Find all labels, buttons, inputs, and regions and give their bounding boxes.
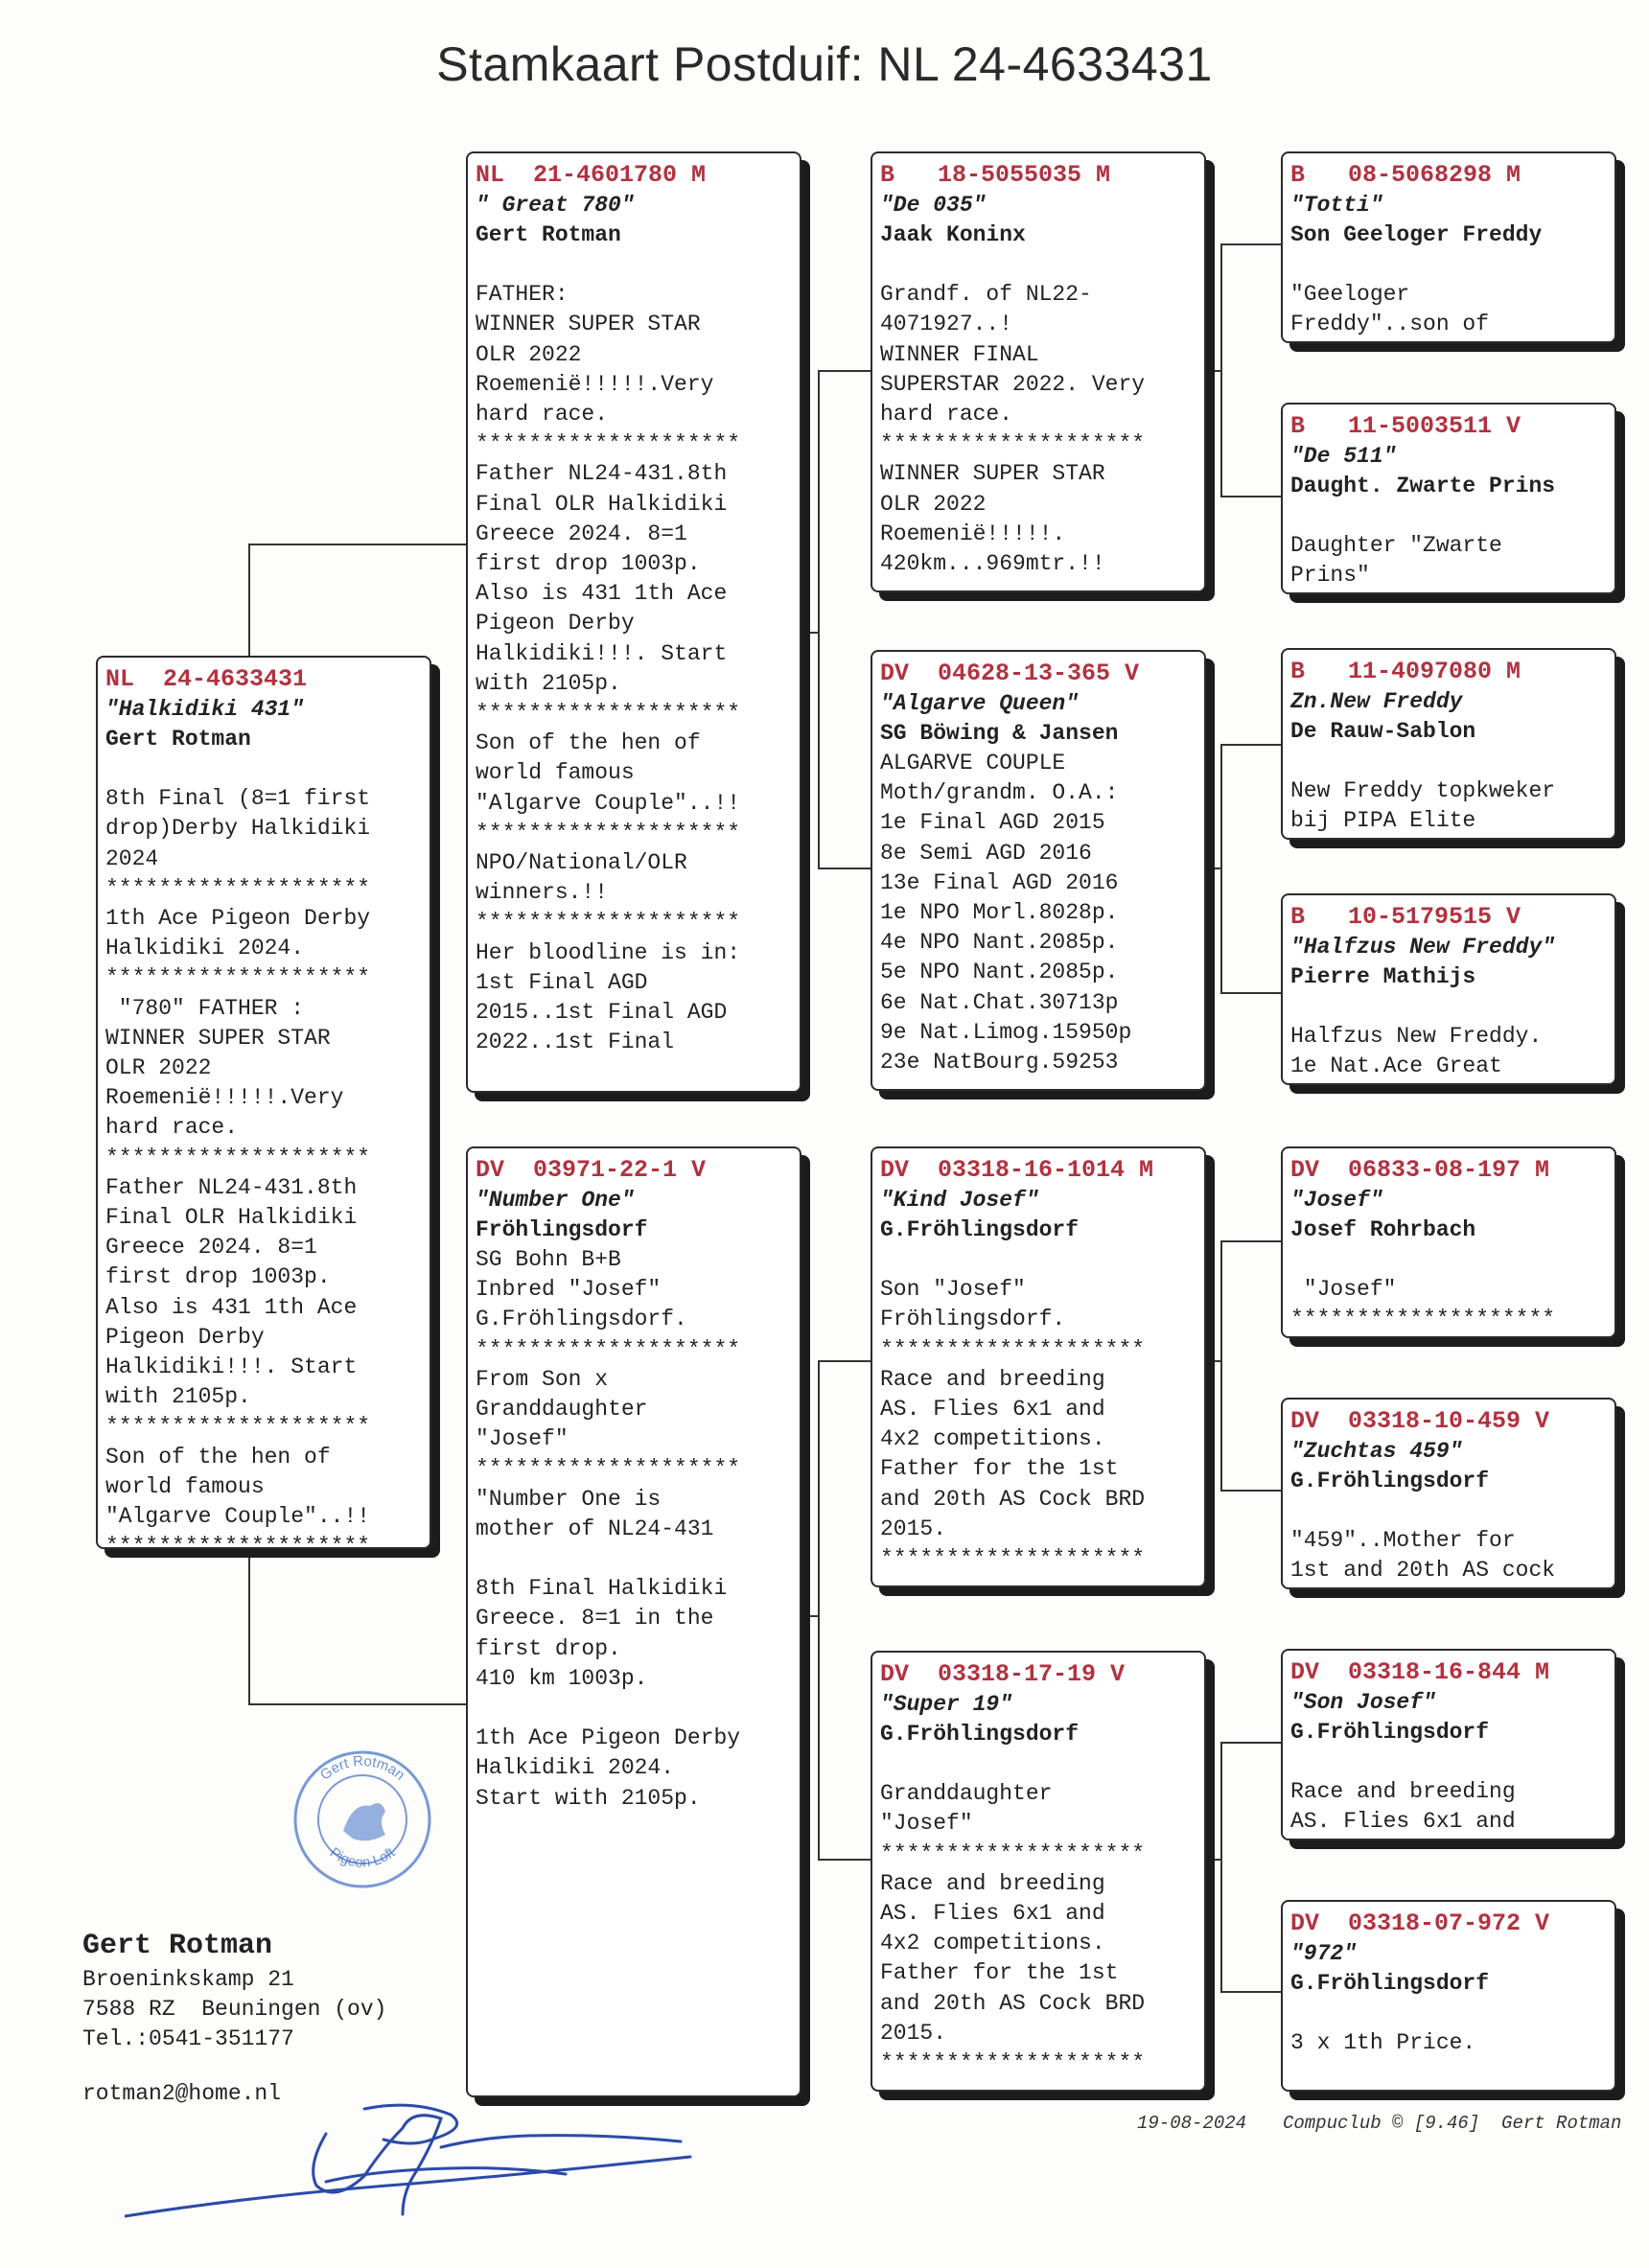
note-line: Halkidiki 2024. [105,936,305,961]
card-notes [105,754,422,1549]
note-line: SUPERSTAR 2022. Very [880,371,1146,397]
note-line: bij PIPA Elite [1290,808,1476,834]
note-line [1290,250,1607,280]
note-line: ******************** [476,1336,741,1362]
note-line: 8th Final Halkidiki [476,1576,728,1602]
pedigree-card-ffm [1281,403,1616,594]
pigeon-name: "Son Josef" [1290,1690,1436,1715]
note-line: 1e NPO Morl.8028p. [880,900,1119,926]
note-line: world famous [105,1473,265,1499]
pedigree-card-mmm [1281,1900,1616,2092]
note-line: AS. Flies 6x1 and [880,1397,1105,1422]
note-line: OLR 2022 [880,491,987,517]
svg-text:Pigeon Loft: Pigeon Loft [326,1844,399,1871]
note-line: 4x2 competitions. [880,1931,1105,1956]
note-line: Halfzus New Freddy. [1290,1024,1543,1050]
note-line: "780" FATHER : [105,995,305,1021]
pigeon-name: "Totti" [1290,193,1383,218]
note-line: WINNER SUPER STAR [105,1025,331,1051]
note-line: 8e Semi AGD 2016 [880,840,1092,866]
pigeon-name: Zn.New Freddy [1290,689,1463,714]
note-line: ******************** [105,1145,371,1170]
pigeon-name: "Josef" [1290,1188,1383,1213]
owner-info [82,1927,386,2109]
note-line: "Algarve Couple"..!! [476,790,741,816]
owner-phone: Tel.:0541-351177 [82,2026,294,2051]
owner-city: 7588 RZ Beuningen (ov) [82,1997,387,2022]
card-notes [880,1749,1196,2078]
note-line: Race and breeding [1290,1779,1516,1805]
note-line: 410 km 1003p. [476,1665,648,1691]
note-line: OLR 2022 [105,1055,212,1081]
note-line: "Number One is [476,1486,662,1512]
note-line: Moth/grandm. O.A.: [880,780,1119,806]
note-line: Freddy"..son of [1290,312,1490,337]
note-line: Father for the 1st [880,1960,1119,1986]
note-line: Son "Josef" [880,1277,1026,1303]
note-line: 13e Final AGD 2016 [880,869,1119,895]
note-line: ALGARVE COUPLE [880,751,1066,775]
note-line: Also is 431 1th Ace [476,581,728,607]
note-line: NPO/National/OLR [476,850,687,876]
note-line: Father NL24-431.8th [476,461,728,487]
note-line: WINNER SUPER STAR [880,461,1105,487]
ring-number: DV 03971-22-1 V [476,1156,707,1184]
note-line: WINNER FINAL [880,341,1039,367]
note-line: 5e NPO Nant.2085p. [880,960,1119,985]
pedigree-card-fm [871,650,1206,1091]
note-line [476,1544,792,1574]
note-line: From Son x [476,1366,609,1392]
note-line: hard race. [880,402,1013,427]
breeder-name: G.Fröhlingsdorf [1290,1469,1490,1493]
note-line [1290,1999,1607,2028]
note-line [105,754,422,784]
note-line: Her bloodline is in: [476,939,741,965]
ring-number: B 10-5179515 V [1290,903,1521,931]
note-line: Halkidiki 2024. [476,1755,675,1781]
note-line: 1st Final AGD [476,969,648,995]
note-line: ******************** [476,1456,741,1482]
pigeon-name: "Kind Josef" [880,1188,1039,1213]
owner-name: Gert Rotman [82,1930,273,1962]
note-line: Son of the hen of [476,730,701,756]
note-line: Roemenië!!!!!.Very [105,1085,344,1111]
pedigree-card-father [466,151,801,1093]
note-line: ******************** [880,1336,1146,1362]
note-line: "Geeloger [1290,282,1410,308]
software-credit: Compuclub © [9.46] Gert Rotman [1283,2113,1622,2134]
pedigree-card-mmf [1281,1649,1616,1840]
breeder-name: Jaak Koninx [880,222,1026,247]
ring-number: DV 04628-13-365 V [880,660,1140,687]
note-line: 2022..1st Final [476,1030,675,1055]
note-line: 9e Nat.Limog.15950p [880,1019,1132,1045]
note-line: Start with 2105p. [476,1785,701,1811]
note-line: Roemenië!!!!!. [880,521,1066,546]
note-line: Also is 431 1th Ace [105,1294,358,1320]
note-line: winners.!! [476,880,609,906]
note-line: and 20th AS Cock BRD [880,1990,1146,2016]
note-line: Race and breeding [880,1366,1105,1392]
note-line: 4x2 competitions. [880,1426,1105,1452]
pigeon-name: "Number One" [476,1188,635,1213]
note-line: Fröhlingsdorf. [880,1307,1066,1332]
card-notes [1290,1999,1607,2058]
pigeon-name: "De 035" [880,193,987,218]
note-line [1290,992,1607,1022]
note-line: 2015. [880,2020,947,2046]
pedigree-card-mfm [1281,1398,1616,1589]
note-line: ******************** [1290,1307,1556,1332]
card-notes [1290,747,1607,837]
ring-number: DV 03318-07-972 V [1290,1909,1550,1937]
note-line: first drop 1003p. [105,1264,331,1290]
note-line: Inbred "Josef" [476,1277,662,1303]
card-notes [1290,1496,1607,1586]
note-line [1290,1245,1607,1275]
pigeon-name: "Halfzus New Freddy" [1290,935,1556,960]
pedigree-card-mm [871,1651,1206,2092]
note-line: Final OLR Halkidiki [105,1205,358,1231]
note-line: with 2105p. [476,670,621,696]
note-line: Pigeon Derby [476,611,635,636]
note-line: 1st and 20th AS cock [1290,1558,1556,1584]
note-line: Granddaughter [476,1397,648,1423]
breeder-name: Fröhlingsdorf [476,1217,648,1242]
note-line: "Josef" [1290,1277,1397,1303]
breeder-name: SG Böwing & Jansen [880,721,1119,746]
note-line: Halkidiki!!!. Start [476,640,728,666]
card-notes [1290,1245,1607,1335]
note-line: ******************** [105,1414,371,1440]
note-line: OLR 2022 [476,341,582,367]
note-line: 1e Nat.Ace Great [1290,1053,1502,1079]
page-title: Stamkaart Postduif: NL 24-4633431 [436,37,1213,91]
breeder-name: G.Fröhlingsdorf [880,1722,1080,1747]
ring-number: B 08-5068298 M [1290,161,1521,189]
note-line: 3 x 1th Price. [1290,2030,1476,2056]
note-line: ******************** [476,431,741,457]
pigeon-name: "Algarve Queen" [880,691,1080,716]
loft-stamp [286,1743,439,1896]
note-line: 4e NPO Nant.2085p. [880,930,1119,956]
card-notes [1290,992,1607,1082]
ring-number: NL 24-4633431 [105,665,308,693]
note-line: "Algarve Couple"..!! [105,1504,371,1530]
note-line: "Josef" [476,1426,569,1452]
ring-number: B 18-5055035 M [880,161,1111,189]
note-line: Greece. 8=1 in the [476,1606,714,1632]
note-line: hard race. [105,1115,239,1141]
note-line: Daughter "Zwarte [1290,533,1502,559]
note-line: 2024 [105,845,159,871]
note-line: FATHER: [476,282,569,308]
pigeon-name: "De 511" [1290,444,1397,469]
note-line: SG Bohn B+B [476,1247,621,1272]
ring-number: NL 21-4601780 M [476,161,707,189]
note-line: Halkidiki!!!. Start [105,1354,358,1380]
note-line: Son of the hen of [105,1444,331,1470]
note-line: Father NL24-431.8th [105,1174,358,1200]
note-line: ******************** [880,1840,1146,1866]
ring-number: DV 03318-17-19 V [880,1660,1126,1688]
ring-number: DV 03318-16-1014 M [880,1156,1154,1184]
note-line: ******************** [105,965,371,991]
note-line: ******************** [880,431,1146,457]
note-line: Greece 2024. 8=1 [105,1235,317,1261]
print-date: 19-08-2024 [1137,2113,1247,2134]
handwritten-signature [125,2090,700,2233]
note-line: Prins" [1290,563,1370,589]
breeder-name: Son Geeloger Freddy [1290,222,1543,247]
pedigree-card-subject [96,656,431,1549]
svg-text:Gert Rotman: Gert Rotman [316,1752,408,1784]
note-line: ******************** [880,2050,1146,2076]
breeder-name: Josef Rohrbach [1290,1217,1476,1242]
pedigree-card-mf [871,1146,1206,1587]
note-line: 23e NatBourg.59253 [880,1050,1119,1076]
note-line: drop)Derby Halkidiki [105,816,371,842]
pigeon-name: "Super 19" [880,1692,1013,1717]
card-notes [476,250,792,1057]
note-line: 8th Final (8=1 first [105,786,371,812]
pedigree-card-fmf [1281,648,1616,840]
note-line: 2015. [880,1516,947,1541]
note-line: Grandf. of NL22- [880,282,1092,308]
pigeon-name: " Great 780" [476,193,635,218]
note-line: AS. Flies 6x1 and [1290,1809,1516,1835]
pigeon-name: "Zuchtas 459" [1290,1439,1463,1464]
note-line: 1th Ace Pigeon Derby [476,1725,741,1751]
card-notes [476,1245,792,1814]
breeder-name: G.Fröhlingsdorf [880,1217,1080,1242]
note-line [1290,747,1607,776]
card-notes [880,1245,1196,1574]
breeder-name: De Rauw-Sablon [1290,719,1476,744]
pedigree-card-fmm [1281,893,1616,1085]
note-line: G.Fröhlingsdorf. [476,1307,687,1332]
owner-email: rotman2@home.nl [82,2081,282,2106]
note-line: 420km...969mtr.!! [880,551,1105,577]
note-line: Final OLR Halkidiki [476,491,728,517]
note-line: Granddaughter [880,1781,1053,1807]
breeder-name: G.Fröhlingsdorf [1290,1720,1490,1745]
pigeon-name: "Halkidiki 431" [105,697,305,722]
ring-number: DV 03318-10-459 V [1290,1407,1550,1435]
note-line: Father for the 1st [880,1456,1119,1482]
pedigree-card-fff [1281,151,1616,343]
note-line: Pigeon Derby [105,1324,265,1350]
note-line: 4071927..! [880,312,1013,337]
note-line: 6e Nat.Chat.30713p [880,989,1119,1015]
breeder-name: Gert Rotman [476,222,621,247]
card-notes [1290,1747,1607,1838]
note-line: Race and breeding [880,1870,1105,1896]
ring-number: DV 06833-08-197 M [1290,1156,1550,1184]
note-line: WINNER SUPER STAR [476,312,701,337]
note-line: ******************** [105,875,371,901]
note-line [1290,1496,1607,1526]
breeder-name: Gert Rotman [105,727,251,752]
note-line: ******************** [105,1534,371,1549]
note-line: and 20th AS Cock BRD [880,1486,1146,1512]
note-line [1290,1747,1607,1777]
note-line: first drop. [476,1635,621,1661]
note-line [476,250,792,280]
ring-number: DV 03318-16-844 M [1290,1658,1550,1686]
breeder-name: Pierre Mathijs [1290,964,1476,989]
note-line: first drop 1003p. [476,551,701,577]
ring-number: B 11-5003511 V [1290,412,1521,440]
note-line: "Josef" [880,1811,973,1837]
note-line [476,1694,792,1724]
pedigree-card-mff [1281,1146,1616,1338]
note-line: New Freddy topkweker [1290,778,1556,804]
note-line: 1th Ace Pigeon Derby [105,906,371,931]
note-line: with 2105p. [105,1384,251,1410]
card-notes [880,749,1196,1077]
note-line: ******************** [476,701,741,727]
note-line [1290,501,1607,531]
note-line: ******************** [476,820,741,845]
pigeon-name: "972" [1290,1941,1358,1966]
breeder-name: G.Fröhlingsdorf [1290,1971,1490,1996]
ring-number: B 11-4097080 M [1290,658,1521,685]
note-line: Greece 2024. 8=1 [476,521,687,546]
note-line: Roemenië!!!!!.Very [476,371,714,397]
note-line: AS. Flies 6x1 and [880,1901,1105,1926]
pedigree-card-ff [871,151,1206,592]
note-line [880,250,1196,280]
note-line: mother of NL24-431 [476,1516,714,1541]
note-line: world famous [476,760,635,786]
card-notes [1290,501,1607,591]
note-line: 2015..1st Final AGD [476,1000,728,1026]
note-line: hard race. [476,402,609,427]
owner-street: Broeninkskamp 21 [82,1967,294,1992]
note-line: "459"..Mother for [1290,1528,1516,1554]
card-notes [880,250,1196,579]
note-line: ******************** [476,910,741,936]
breeder-name: Daught. Zwarte Prins [1290,474,1556,498]
note-line [880,1749,1196,1779]
card-notes [1290,250,1607,340]
note-line: ******************** [880,1546,1146,1572]
pedigree-card-mother [466,1146,801,2097]
note-line [880,1245,1196,1275]
note-line: 1e Final AGD 2015 [880,810,1105,836]
